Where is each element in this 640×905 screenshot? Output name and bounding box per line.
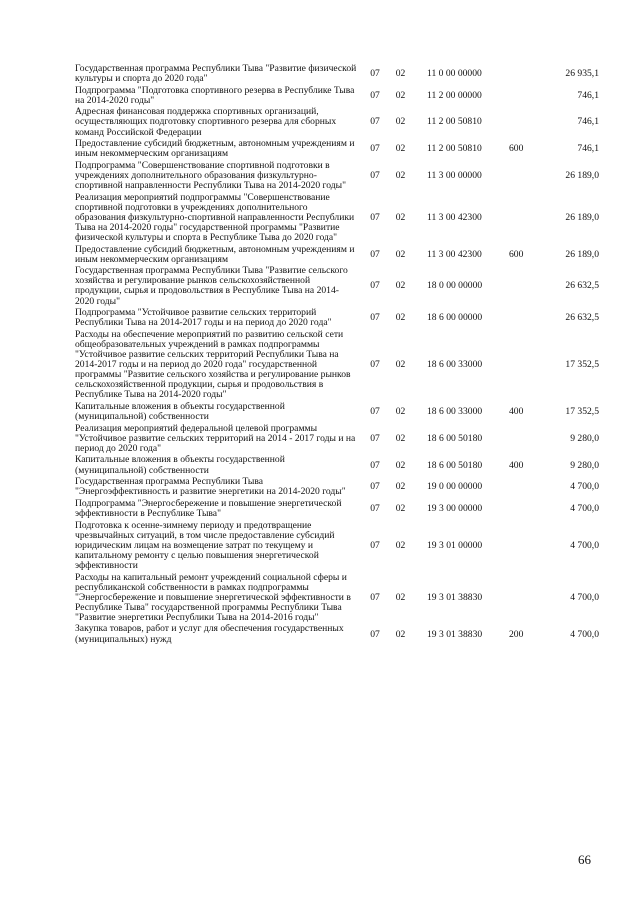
row-subsection: 02: [395, 280, 406, 292]
row-target-article: 11 3 00 42300: [427, 211, 482, 223]
row-target-article: 19 3 00 00000: [427, 502, 483, 514]
row-name: Подпрограмма "Энергосбережение и повышение энергетической эффективности в Республике Тыва": [75, 497, 342, 519]
budget-table-body: [75, 64, 599, 646]
row-subsection: 02: [395, 143, 406, 155]
row-section: 07: [370, 312, 380, 324]
table-row: [75, 499, 599, 521]
row-subsection: 02: [395, 459, 406, 471]
row-target-article: 19 3 01 38830: [427, 628, 483, 640]
row-expense-type: [509, 161, 544, 193]
row-amount: 9 280,0: [570, 432, 599, 444]
row-name: Подпрограмма "Устойчивое развитие сельских территорий Республики Тыва на 2014-2017 годы и на период до 2020 года": [75, 307, 332, 329]
table-row: [75, 424, 599, 456]
row-amount: 9 280,0: [570, 459, 599, 471]
row-amount: 4 700,0: [570, 539, 599, 551]
row-expense-type: [509, 573, 544, 625]
row-target-article: 18 6 00 33000: [427, 406, 483, 418]
row-section: 07: [370, 169, 380, 181]
row-name: Капитальные вложения в объекты государственной (муниципальной) собственности: [75, 401, 285, 423]
row-target-article: 11 2 00 50810: [427, 116, 482, 128]
row-section: 07: [370, 211, 380, 223]
row-name: Реализация мероприятий подпрограммы "Совершенствование спортивной подготовки в учреждениях дополнительного образования физкультурно-спортивной направленности Республики Тыва на 2014-2020 годы" государственной программы "Развитие физической культуры и спорта в Республике Тыва до 2020 года": [75, 191, 355, 243]
row-subsection: 02: [395, 116, 406, 128]
row-subsection: 02: [395, 432, 406, 444]
row-section: 07: [370, 359, 380, 371]
row-subsection: 02: [395, 591, 406, 603]
table-row: [75, 266, 599, 308]
row-subsection: 02: [395, 481, 406, 493]
row-expense-type: [509, 477, 544, 499]
row-expense-type: [509, 308, 544, 330]
row-section: 07: [370, 248, 380, 260]
row-section: 07: [370, 481, 380, 493]
row-amount: 4 700,0: [570, 628, 599, 640]
row-name: Расходы на обеспечение мероприятий по развитию сельской сети общеобразовательных учреждений в рамках подпрограммы "Устойчивое развитие сельских территорий Республики Тыва на 2014-2017 годы и на период до 2020 года" государственной программы "Развитие сельского хозяйства и регулирование рынков сельскохозяйственной продукции, сырья и продовольствия в Республике Тыва на 2014-2020 годы": [75, 328, 351, 401]
page-number: 66: [578, 852, 591, 867]
row-section: 07: [370, 89, 380, 101]
row-target-article: 18 6 00 50180: [427, 432, 483, 444]
row-target-article: 11 2 00 50810: [427, 143, 482, 155]
row-amount: 26 935,1: [565, 68, 599, 80]
row-target-article: 11 3 00 00000: [427, 169, 482, 181]
table-row: [75, 330, 599, 402]
table-row: [75, 521, 599, 573]
row-amount: 17 352,5: [565, 406, 599, 418]
row-name: Предоставление субсидий бюджетным, автономным учреждениям и иным некоммерческим организациям: [75, 243, 355, 265]
table-row: [75, 193, 599, 245]
table-row: [75, 573, 599, 625]
row-expense-type: 600: [509, 248, 524, 260]
row-name: Капитальные вложения в объекты государственной (муниципальной) собственности: [75, 454, 285, 476]
table-row: [75, 477, 599, 499]
row-expense-type: [509, 330, 544, 402]
row-name: Закупка товаров, работ и услуг для обеспечения государственных (муниципальных) нужд: [75, 623, 344, 645]
row-amount: 17 352,5: [565, 359, 599, 371]
row-name: Подпрограмма "Совершенствование спортивной подготовки в учреждениях дополнительного образования физкультурно-спортивной направленности Республики Тыва на 2014-2020 годы": [75, 159, 347, 192]
row-target-article: 18 6 00 50180: [427, 459, 483, 471]
row-name: Расходы на капитальный ремонт учреждений социальной сферы и республиканской собственности в рамках подпрограммы "Энергосбережение и повышение энергетической эффективности в Республике Тыва" государственной программы Республики Тыва "Развитие энергетики Республики Тыва на 2014-2016 годы": [75, 571, 351, 623]
row-target-article: 18 6 00 33000: [427, 359, 483, 371]
row-subsection: 02: [395, 312, 406, 324]
table-row: [75, 455, 599, 477]
row-name: Предоставление субсидий бюджетным, автономным учреждениям и иным некоммерческим организациям: [75, 138, 355, 160]
row-target-article: 11 3 00 42300: [427, 248, 482, 260]
row-section: 07: [370, 459, 380, 471]
table-row: [75, 308, 599, 330]
row-section: 07: [370, 406, 380, 418]
row-name: Подготовка к осенне-зимнему периоду и предотвращение чрезвычайных ситуаций, в том числе предоставление субсидий юридическим лицам на возмещение затрат по текущему и капитальному ремонту с целью повышения энергетической эффективности: [75, 519, 335, 571]
row-subsection: 02: [395, 68, 406, 80]
row-section: 07: [370, 502, 380, 514]
row-amount: 26 189,0: [565, 169, 599, 181]
row-target-article: 19 3 01 38830: [427, 591, 483, 603]
row-target-article: 19 3 01 00000: [427, 539, 483, 551]
row-name: Государственная программа Республики Тыва "Развитие сельского хозяйства и регулирование рынков сельскохозяйственной продукции, сырья и продовольствия в Республике Тыва на 2014-2020 годы": [75, 265, 348, 307]
row-amount: 26 632,5: [565, 280, 599, 292]
row-section: 07: [370, 143, 380, 155]
row-target-article: 18 0 00 00000: [427, 280, 483, 292]
row-section: 07: [370, 539, 380, 551]
row-expense-type: [509, 86, 544, 108]
row-expense-type: 400: [509, 406, 524, 418]
row-section: 07: [370, 628, 380, 640]
row-target-article: 18 6 00 00000: [427, 312, 483, 324]
table-row: [75, 139, 599, 161]
row-subsection: 02: [395, 248, 406, 260]
row-expense-type: 200: [509, 628, 524, 640]
table-row: [75, 86, 599, 108]
row-amount: 746,1: [577, 116, 599, 128]
row-expense-type: [509, 521, 544, 573]
row-target-article: 11 2 00 00000: [427, 89, 482, 101]
row-expense-type: 600: [509, 143, 524, 155]
row-name: Государственная программа Республики Тыва "Энергоэффективность и развитие энергетики на 2014-2020 годы": [75, 476, 346, 498]
row-subsection: 02: [395, 628, 406, 640]
row-amount: 4 700,0: [570, 591, 599, 603]
row-section: 07: [370, 591, 380, 603]
row-expense-type: [509, 499, 544, 521]
budget-table: [75, 64, 599, 646]
row-amount: 4 700,0: [570, 502, 599, 514]
row-name: Адресная финансовая поддержка спортивных организаций, осуществляющих подготовку спортивного резерва для сборных команд Российской Федерации: [75, 106, 337, 138]
row-expense-type: 400: [509, 459, 524, 471]
row-name: Подпрограмма "Подготовка спортивного резерва в Республике Тыва на 2014-2020 годы": [75, 84, 355, 106]
row-amount: 26 189,0: [565, 211, 599, 223]
row-name: Реализация мероприятий федеральной целевой программы "Устойчивое развитие сельских территорий на 2014 - 2017 годы и на период до 2020 года": [75, 422, 356, 454]
row-expense-type: [509, 266, 544, 308]
row-expense-type: [509, 64, 544, 86]
row-subsection: 02: [395, 89, 406, 101]
row-amount: 26 189,0: [565, 248, 599, 260]
row-subsection: 02: [395, 539, 406, 551]
row-target-article: 19 0 00 00000: [427, 481, 483, 493]
row-expense-type: [509, 424, 544, 456]
table-row: [75, 161, 599, 193]
table-row: [75, 64, 599, 86]
row-section: 07: [370, 280, 380, 292]
row-amount: 746,1: [577, 89, 599, 101]
row-subsection: 02: [395, 211, 406, 223]
row-amount: 26 632,5: [565, 312, 599, 324]
row-amount: 746,1: [577, 143, 599, 155]
row-expense-type: [509, 107, 544, 139]
row-section: 07: [370, 432, 380, 444]
row-subsection: 02: [395, 406, 406, 418]
row-name: Государственная программа Республики Тыва "Развитие физической культуры и спорта до 2020 года": [75, 63, 357, 85]
row-section: 07: [370, 68, 380, 80]
row-subsection: 02: [395, 169, 406, 181]
row-section: 07: [370, 116, 380, 128]
table-row: [75, 107, 599, 139]
row-expense-type: [509, 193, 544, 245]
row-amount: 4 700,0: [570, 481, 599, 493]
table-row: [75, 624, 599, 646]
table-row: [75, 402, 599, 424]
row-subsection: 02: [395, 502, 406, 514]
row-subsection: 02: [395, 359, 406, 371]
table-row: [75, 245, 599, 267]
row-target-article: 11 0 00 00000: [427, 68, 482, 80]
